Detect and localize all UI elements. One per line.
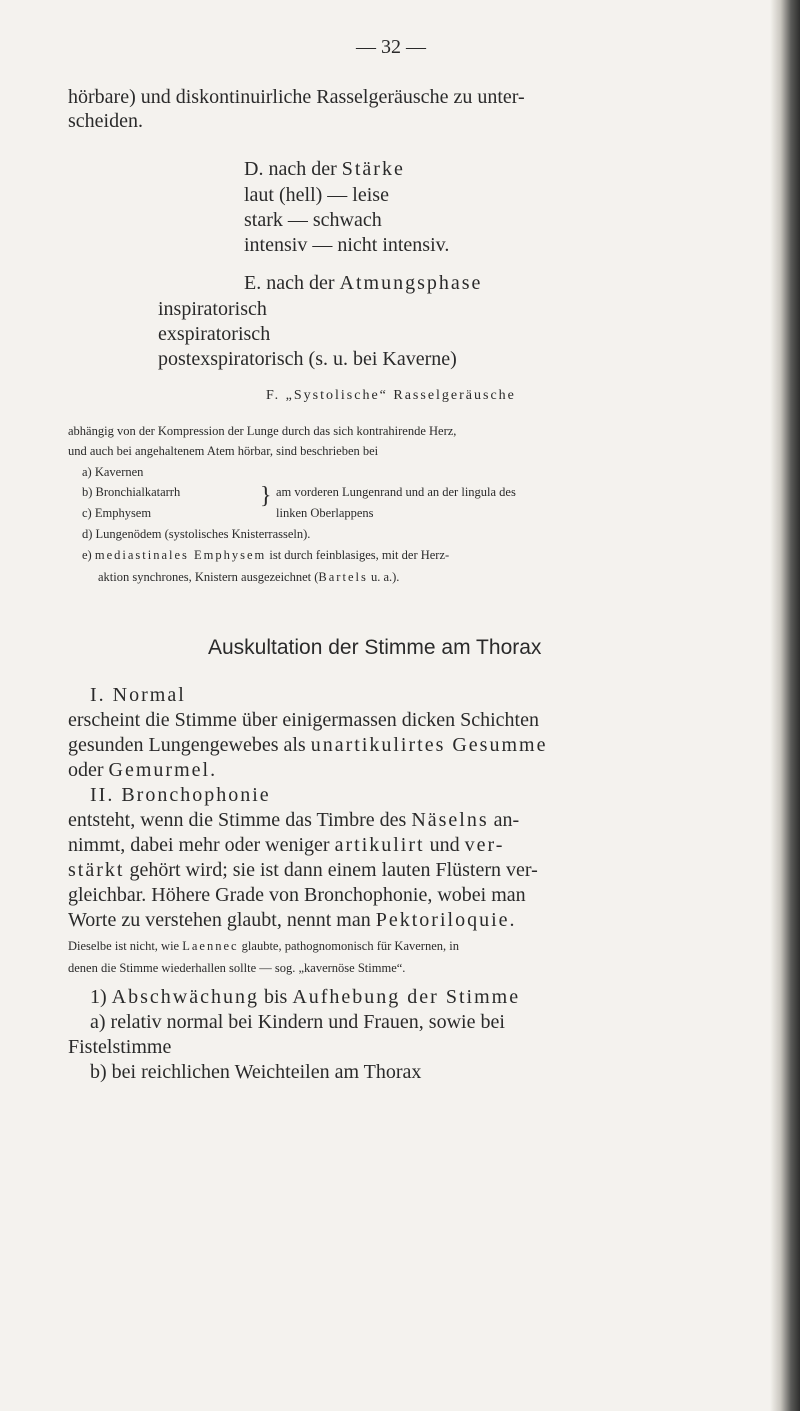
small-text-line: am vorderen Lungenrand und an der lingula des xyxy=(276,485,516,499)
text-line: Fistelstimme xyxy=(68,1036,172,1058)
text-line: entsteht, wenn die Stimme das Timbre des Näselns an- xyxy=(68,809,520,831)
small-text-line: denen die Stimme wiederhallen sollte — sog. „kavernöse Stimme“. xyxy=(68,961,406,975)
small-text-line: Dieselbe ist nicht, wie Laennec glaubte, pathognomonisch für Kavernen, in xyxy=(68,939,459,953)
list-item: postexspiratorisch (s. u. bei Kaverne) xyxy=(158,348,457,370)
text-line: hörbare) und diskontinuirliche Rasselgeräusche zu unter- xyxy=(68,86,525,108)
page-number: — 32 — xyxy=(356,36,426,58)
small-list-item: c) Emphysem xyxy=(82,506,152,520)
subheading-e: E. nach der Atmungsphase xyxy=(244,272,483,294)
small-text-line: abhängig von der Kompression der Lunge durch das sich kontrahirende Herz, xyxy=(68,424,457,438)
small-list-item: d) Lungenödem (systolisches Knisterrasseln). xyxy=(82,527,311,541)
subheading-f: F. „Systolische“ Rasselgeräusche xyxy=(266,388,516,403)
text-line: gesunden Lungengewebes als unartikulirtes Gesumme xyxy=(68,734,548,756)
small-text-line: linken Oberlappens xyxy=(276,506,374,520)
list-item: b) bei reichlichen Weichteilen am Thorax xyxy=(90,1061,422,1083)
subheading-abschwaechung: 1) Abschwächung bis Aufhebung der Stimme xyxy=(90,986,521,1008)
book-spine-shadow xyxy=(770,0,800,1411)
subheading-normal: I. Normal xyxy=(90,684,186,706)
text-line: erscheint die Stimme über einigermassen dicken Schichten xyxy=(68,709,539,731)
small-text-line: und auch bei angehaltenem Atem hörbar, sind beschrieben bei xyxy=(68,444,379,458)
text-line: oder Gemurmel. xyxy=(68,759,218,781)
small-list-item: b) Bronchialkatarrh xyxy=(82,485,181,499)
list-item: a) relativ normal bei Kindern und Frauen, sowie bei xyxy=(90,1011,505,1033)
subheading-d: D. nach der Stärke xyxy=(244,158,405,180)
small-list-item: e) mediastinales Emphysem ist durch feinblasiges, mit der Herz- xyxy=(82,548,450,562)
list-item: exspiratorisch xyxy=(158,323,271,345)
brace-symbol: } xyxy=(260,483,272,509)
text-line: scheiden. xyxy=(68,110,143,132)
list-item: intensiv — nicht intensiv. xyxy=(244,234,450,256)
text-line: Worte zu verstehen glaubt, nennt man Pektoriloquie. xyxy=(68,909,517,931)
small-list-item: a) Kavernen xyxy=(82,465,144,479)
text-line: nimmt, dabei mehr oder weniger artikulirt und ver- xyxy=(68,834,505,856)
small-text-line: aktion synchrones, Knistern ausgezeichnet (Bartels u. a.). xyxy=(98,570,400,584)
text-line: gleichbar. Höhere Grade von Bronchophonie, wobei man xyxy=(68,884,526,906)
list-item: inspiratorisch xyxy=(158,298,267,320)
text-line: stärkt gehört wird; sie ist dann einem lauten Flüstern ver- xyxy=(68,859,538,881)
subheading-bronchophonie: II. Bronchophonie xyxy=(90,784,271,806)
section-title: Auskultation der Stimme am Thorax xyxy=(208,636,542,659)
list-item: stark — schwach xyxy=(244,209,382,231)
list-item: laut (hell) — leise xyxy=(244,184,389,206)
